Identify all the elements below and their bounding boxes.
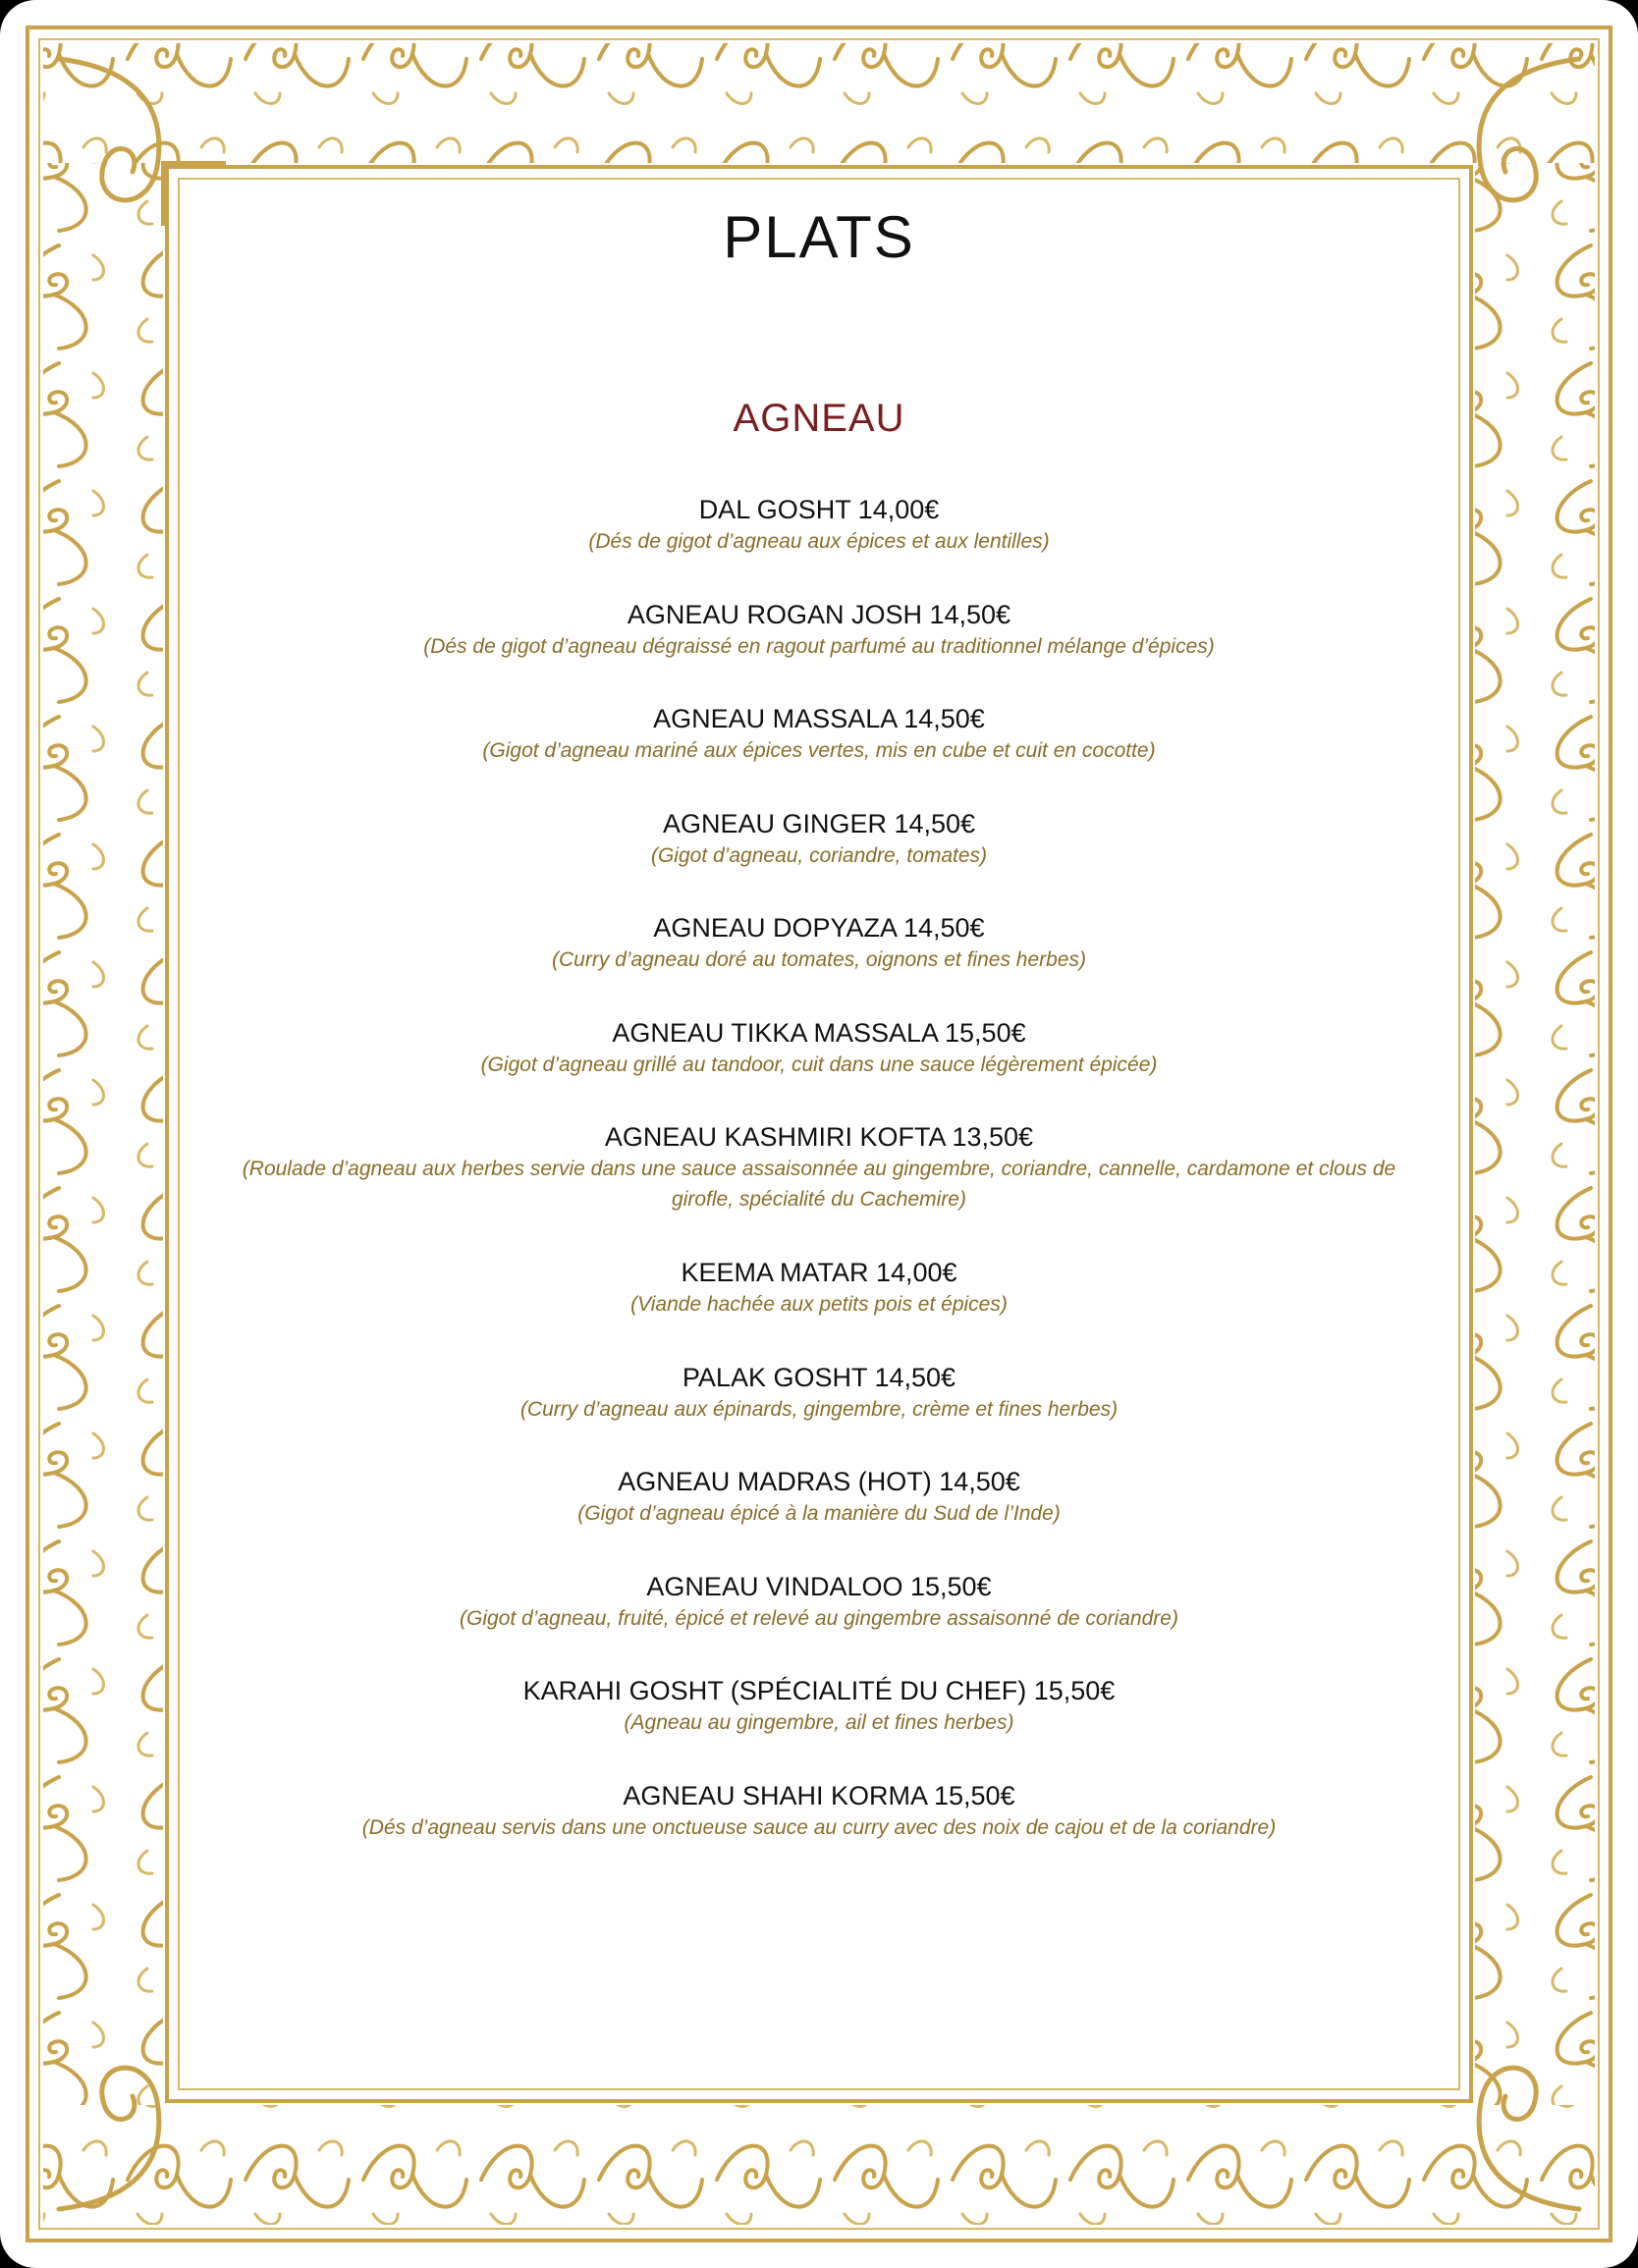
page-title: PLATS	[723, 204, 915, 270]
menu-items-list	[177, 493, 1461, 1883]
menu-item-description: (Dés de gigot d’agneau dégraissé en ragout parfumé au traditionnel mélange d’épices)	[423, 634, 1215, 658]
menu-item-name: AGNEAU SHAHI KORMA 15,50€	[623, 1780, 1015, 1810]
menu-item	[177, 1016, 1461, 1121]
menu-item-name: AGNEAU VINDALOO 15,50€	[646, 1571, 992, 1601]
menu-item	[177, 807, 1461, 912]
menu-item	[177, 1120, 1461, 1256]
menu-item-description: (Dés d’agneau servis dans une onctueuse sauce au curry avec des noix de cajou et de la coriandre)	[361, 1815, 1277, 1839]
menu-item	[177, 1570, 1461, 1675]
section-title-agneau: AGNEAU	[733, 397, 905, 440]
menu-item-name: KARAHI GOSHT (SPÉCIALITÉ DU CHEF) 15,50€	[522, 1676, 1116, 1705]
menu-item	[177, 598, 1461, 703]
menu-item-description: (Gigot d’agneau, fruité, épicé et relevé au gingembre assaisonné de coriandre)	[460, 1606, 1178, 1630]
menu-item-description: (Gigot d’agneau, coriandre, tomates)	[650, 843, 988, 867]
menu-item-name: AGNEAU GINGER 14,50€	[662, 808, 976, 838]
menu-item-name: AGNEAU MASSALA 14,50€	[653, 704, 985, 733]
menu-item	[177, 1361, 1461, 1466]
menu-item-name: AGNEAU ROGAN JOSH 14,50€	[627, 599, 1011, 629]
menu-item-name: AGNEAU DOPYAZA 14,50€	[653, 913, 985, 943]
menu-item-name: AGNEAU KASHMIRI KOFTA 13,50€	[604, 1122, 1034, 1152]
menu-item-description: (Roulade d’agneau aux herbes servie dans une sauce assaisonnée au gingembre, coriandre, cannelle, cardamone et clous de girofle, spécialité du Cachemire)	[242, 1158, 1396, 1211]
menu-item-description: (Gigot d’agneau grillé au tandoor, cuit dans une sauce légèrement épicée)	[480, 1053, 1158, 1076]
menu-item-description: (Dés de gigot d’agneau aux épices et aux lentilles)	[588, 530, 1050, 553]
menu-item-description: (Gigot d’agneau mariné aux épices vertes, mis en cube et cuit en cocotte)	[482, 739, 1156, 762]
menu-item	[177, 1256, 1461, 1361]
menu-item-name: PALAK GOSHT 14,50€	[682, 1362, 956, 1392]
menu-item-description: (Agneau au gingembre, ail et fines herbes)	[624, 1711, 1014, 1734]
menu-item	[177, 911, 1461, 1016]
menu-item-name: AGNEAU MADRAS (HOT) 14,50€	[618, 1467, 1020, 1496]
menu-item-name: KEEMA MATAR 14,00€	[681, 1258, 957, 1287]
menu-item	[177, 1674, 1461, 1779]
menu-item-description: (Curry d’agneau doré au tomates, oignons et fines herbes)	[552, 948, 1086, 971]
menu-item-name: AGNEAU TIKKA MASSALA 15,50€	[612, 1017, 1026, 1048]
menu-item	[177, 493, 1461, 598]
menu-item-description: (Curry d’agneau aux épinards, gingembre, crème et fines herbes)	[519, 1397, 1119, 1421]
menu-item	[177, 702, 1461, 807]
menu-item	[177, 1465, 1461, 1570]
menu-item-description: (Gigot d’agneau épicé à la manière du Sud de l’Inde)	[577, 1502, 1061, 1525]
menu-item-description: (Viande hachée aux petits pois et épices)	[630, 1293, 1008, 1316]
menu-item-name: DAL GOSHT 14,00€	[698, 495, 940, 524]
menu-item	[177, 1779, 1461, 1884]
